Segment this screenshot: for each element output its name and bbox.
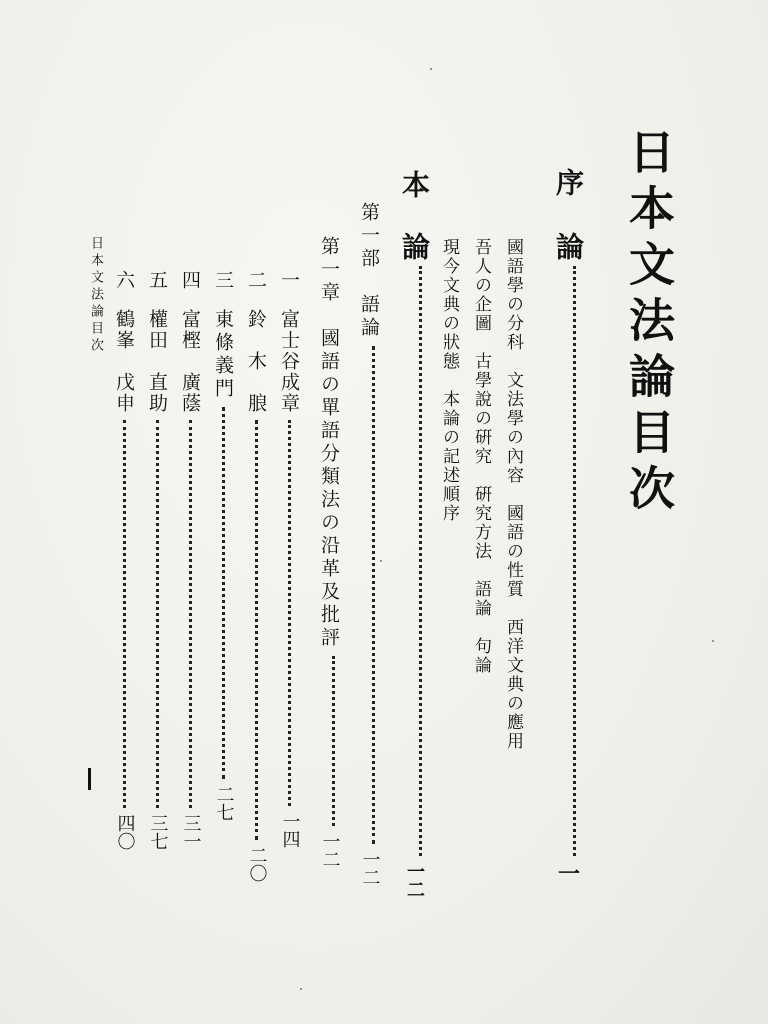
dot-leader xyxy=(222,407,225,779)
toc-page: 一二 xyxy=(359,850,381,886)
jo-heading: 序 xyxy=(552,168,585,196)
entry-num: 三 xyxy=(212,270,234,289)
page-title: 日本文法論目次 xyxy=(622,128,676,520)
entry-name: 鈴 木 朖 xyxy=(245,309,267,414)
toc-part1 xyxy=(356,202,383,886)
dot-leader xyxy=(372,346,375,844)
toc-page: 一二 xyxy=(404,862,425,898)
scan-speck xyxy=(430,68,432,70)
toc-page: 一四 xyxy=(279,812,301,848)
toc-chapter1 xyxy=(316,236,343,868)
toc-entry xyxy=(210,270,237,821)
entry-num: 六 xyxy=(113,270,135,289)
toc-page: 四〇 xyxy=(114,814,136,850)
scan-speck xyxy=(300,988,302,990)
dot-leader xyxy=(156,420,159,808)
running-footer: 日本文法論目次 xyxy=(88,236,103,355)
entry-num: 五 xyxy=(146,270,168,289)
toc-entry xyxy=(144,270,171,850)
entry-name: 鶴峯 戊申 xyxy=(113,309,135,414)
scan-speck xyxy=(380,560,382,562)
dot-leader xyxy=(573,266,576,856)
toc-page: 三七 xyxy=(147,814,169,850)
dot-leader xyxy=(189,420,192,808)
chapter1-label: 第一章 國語の單語分類法の沿革及批評 xyxy=(318,236,340,650)
dot-leader xyxy=(419,266,422,856)
toc-page: 二〇 xyxy=(246,846,268,882)
toc-entry xyxy=(243,270,270,882)
entry-name: 東條義門 xyxy=(212,309,234,401)
toc-entry xyxy=(111,270,138,850)
entry-name: 富士谷成章 xyxy=(278,309,300,414)
toc-entry xyxy=(177,270,204,850)
jo-topic-2: 吾人の企圖 古學說の硏究 硏究方法 語論 句論 xyxy=(471,238,491,675)
toc-hon-ron xyxy=(394,170,434,898)
entry-num: 一 xyxy=(278,270,300,289)
dot-leader xyxy=(288,420,291,806)
entry-num: 二 xyxy=(245,270,267,289)
scan-speck xyxy=(712,640,714,642)
dot-leader xyxy=(123,420,126,808)
toc-jo-ron xyxy=(548,168,588,884)
hon-heading: 本 xyxy=(398,170,431,198)
jo-topic-1: 國語學の分科 文法學の內容 國語の性質 西洋文典の應用 xyxy=(503,238,523,751)
toc-page: 一二 xyxy=(319,832,341,868)
dot-leader xyxy=(332,656,335,826)
dot-leader xyxy=(255,420,258,840)
toc-page: 三一 xyxy=(180,814,202,850)
jo-topic-3: 現今文典の狀態 本論の記述順序 xyxy=(439,238,459,523)
toc-page: 二七 xyxy=(213,785,235,821)
jo-label: 論 xyxy=(552,232,585,260)
part1-label: 第一部 語論 xyxy=(358,202,380,340)
toc-page: 一 xyxy=(554,862,581,884)
entry-name: 富樫 廣蔭 xyxy=(179,309,201,414)
page-number xyxy=(88,768,91,790)
entry-num: 四 xyxy=(179,270,201,289)
entry-name: 權田 直助 xyxy=(146,309,168,414)
hon-label: 論 xyxy=(398,232,431,260)
toc-entry xyxy=(276,270,303,848)
